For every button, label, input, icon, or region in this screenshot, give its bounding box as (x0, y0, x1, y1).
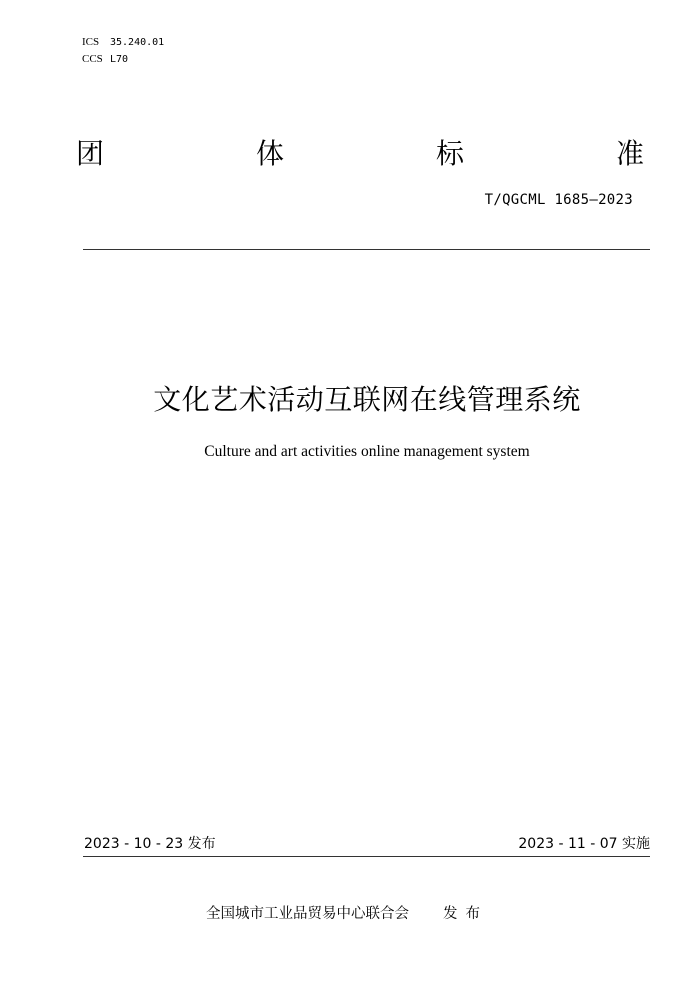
ics-label: ICS (82, 36, 100, 48)
implement-date: 2023 - 11 - 07 实施 (518, 836, 650, 852)
ccs-line (82, 52, 128, 67)
standard-type-char: 准 (616, 137, 645, 170)
document-title-english: Culture and art activities online management system (204, 443, 530, 460)
ccs-label: CCS (82, 53, 103, 65)
ics-value: 35.240.01 (110, 37, 165, 48)
header-divider (83, 249, 650, 250)
ccs-value: L70 (110, 54, 129, 65)
footer-divider (83, 856, 650, 857)
issuer-action: 发布 (443, 906, 488, 922)
standard-type-char: 标 (436, 137, 465, 170)
standard-type-heading (0, 134, 700, 174)
publish-date: 2023 - 10 - 23 发布 (84, 836, 216, 852)
standard-type-char: 团 (76, 137, 105, 170)
document-title-chinese: 文化艺术活动互联网在线管理系统 (153, 383, 581, 416)
issuer-line (206, 904, 488, 924)
standard-type-char: 体 (256, 137, 285, 170)
issuer-organization: 全国城市工业品贸易中心联合会 (206, 906, 409, 922)
ics-line (82, 35, 164, 50)
standard-number: T/QGCML 1685—2023 (484, 192, 633, 208)
